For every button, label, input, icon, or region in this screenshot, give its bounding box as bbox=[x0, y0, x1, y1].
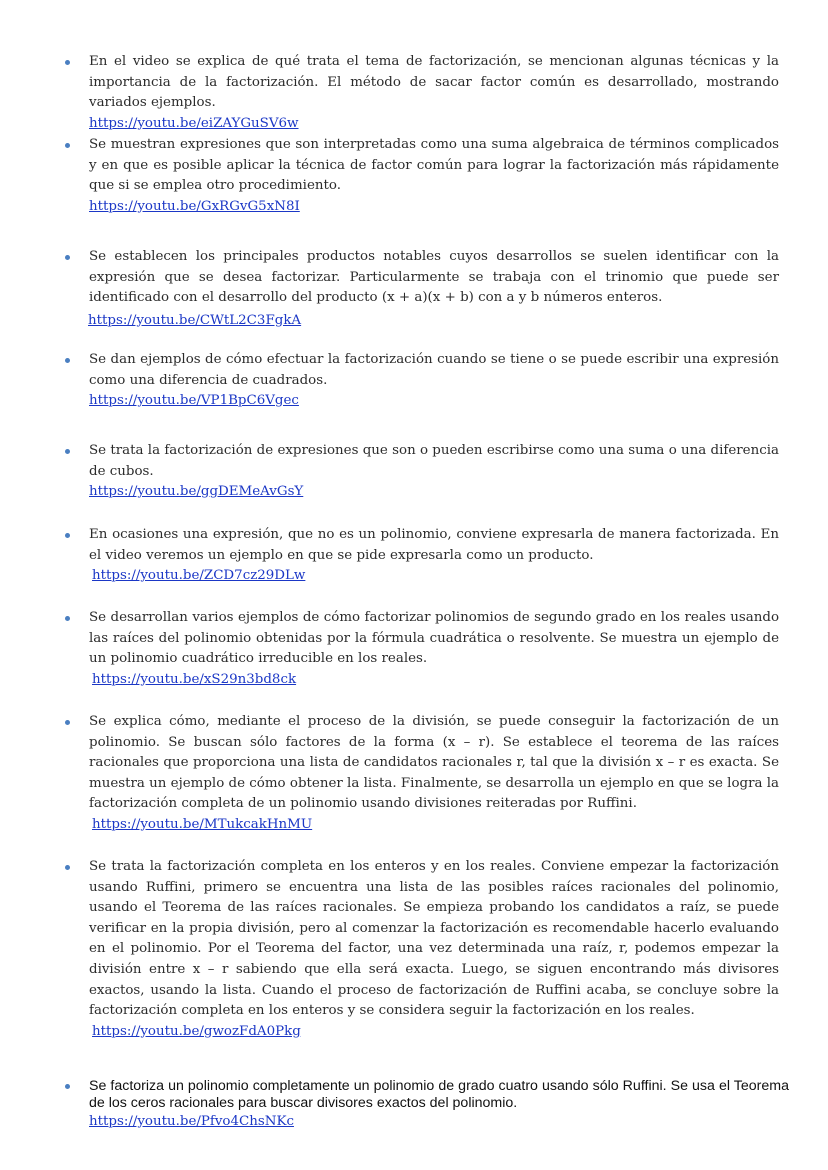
video-link[interactable]: https://youtu.be/ZCD7cz29DLw bbox=[92, 568, 306, 584]
list-item bbox=[89, 135, 779, 217]
list-item bbox=[89, 1078, 789, 1131]
video-link[interactable]: https://youtu.be/MTukcakHnMU bbox=[92, 816, 313, 832]
video-link[interactable]: https://youtu.be/xS29n3bd8ck bbox=[92, 671, 297, 687]
video-link[interactable]: https://youtu.be/GxRGvG5xN8I bbox=[89, 198, 300, 214]
bullet-icon bbox=[65, 143, 70, 148]
video-link[interactable]: https://youtu.be/gwozFdA0Pkg bbox=[92, 1023, 301, 1039]
item-description: Se desarrollan varios ejemplos de cómo factorizar polinomios de segundo grado en los reales usando las raíces del polinomio obtenidas por la fórmula cuadrática o resolvente. Se muestra un ejemplo de un polinomio cuadrático irreducible en los reales. bbox=[89, 610, 779, 667]
bullet-icon bbox=[65, 1084, 70, 1089]
item-description: En ocasiones una expresión, que no es un polinomio, conviene expresarla de manera factorizada. En el video veremos un ejemplo en que se pide expresarla como un producto. bbox=[89, 527, 779, 563]
item-description: Se trata la factorización completa en los enteros y en los reales. Conviene empezar la factorización usando Ruffini, primero se encuentra una lista de las posibles raíces racionales del polinomio, usando el Teorema de las raíces racionales. Se empieza probando los candidatos a raíz, se puede verificar en la propia división, pero al comenzar la factorización es recomendable hacerlo evaluando en el polinomio. Por el Teorema del factor, una vez determinada una raíz, r, podemos empezar la división entre x – r sabiendo que ella será exacta. Luego, se siguen encontrando más divisores exactos, usando la lista. Cuando el proceso de factorización de Ruffini acaba, se concluye sobre la factorización completa en los enteros y se considera seguir la factorización en los reales. bbox=[89, 859, 779, 1019]
item-description: Se explica cómo, mediante el proceso de la división, se puede conseguir la factorización de un polinomio. Se buscan sólo factores de la forma (x – r). Se establece el teorema de las raíces racionales que proporciona una lista de candidatos racionales r, tal que la división x – r es exacta. Se muestra un ejemplo de cómo obtener la lista. Finalmente, se desarrolla un ejemplo en que se logra la factorización completa de un polinomio usando divisiones reiteradas por Ruffini. bbox=[89, 714, 779, 812]
bullet-icon bbox=[65, 533, 70, 538]
item-description: Se dan ejemplos de cómo efectuar la factorización cuando se tiene o se puede escribir una expresión como una diferencia de cuadrados. bbox=[89, 352, 779, 388]
item-description: En el video se explica de qué trata el tema de factorización, se mencionan algunas técnicas y la importancia de la factorización. El método de sacar factor común es desarrollado, mostrando variados ejemplos. bbox=[89, 54, 779, 111]
list-item bbox=[89, 441, 779, 503]
bullet-icon bbox=[65, 865, 70, 870]
item-description: Se trata la factorización de expresiones que son o pueden escribirse como una suma o una diferencia de cubos. bbox=[89, 443, 779, 479]
item-description: Se factoriza un polinomio completamente un polinomio de grado cuatro usando sólo Ruffini. Se usa el Teorema de los ceros racionales para buscar divisores exactos del polinomio. bbox=[89, 1078, 789, 1111]
video-link[interactable]: https://youtu.be/Pfvo4ChsNKc bbox=[89, 1114, 294, 1129]
video-link[interactable]: https://youtu.be/VP1BpC6Vgec bbox=[89, 393, 299, 409]
item-description: Se muestran expresiones que son interpretadas como una suma algebraica de términos complicados y en que es posible aplicar la técnica de factor común para lograr la factorización más rápidamente que si se emplea otro procedimiento. bbox=[89, 137, 779, 194]
item-description: Se establecen los principales productos notables cuyos desarrollos se suelen identificar con la expresión que se desea factorizar. Particularmente se trabaja con el trinomio que puede ser identificado con el desarrollo del producto (x + a)(x + b) con a y b números enteros. bbox=[89, 249, 779, 306]
bullet-icon bbox=[65, 358, 70, 363]
video-link[interactable]: https://youtu.be/ggDEMeAvGsY bbox=[89, 484, 304, 500]
video-link[interactable]: https://youtu.be/CWtL2C3FgkA bbox=[88, 312, 302, 328]
list-item bbox=[89, 608, 779, 690]
bullet-icon bbox=[65, 449, 70, 454]
list-item bbox=[89, 857, 779, 1042]
list-item bbox=[89, 247, 779, 331]
bullet-icon bbox=[65, 616, 70, 621]
bullet-icon bbox=[65, 255, 70, 260]
list-item bbox=[89, 350, 779, 412]
list-item bbox=[89, 52, 779, 134]
list-item bbox=[89, 712, 779, 836]
bullet-icon bbox=[65, 60, 70, 65]
bullet-icon bbox=[65, 720, 70, 725]
list-item bbox=[89, 525, 779, 587]
video-link[interactable]: https://youtu.be/eiZAYGuSV6w bbox=[89, 115, 299, 131]
